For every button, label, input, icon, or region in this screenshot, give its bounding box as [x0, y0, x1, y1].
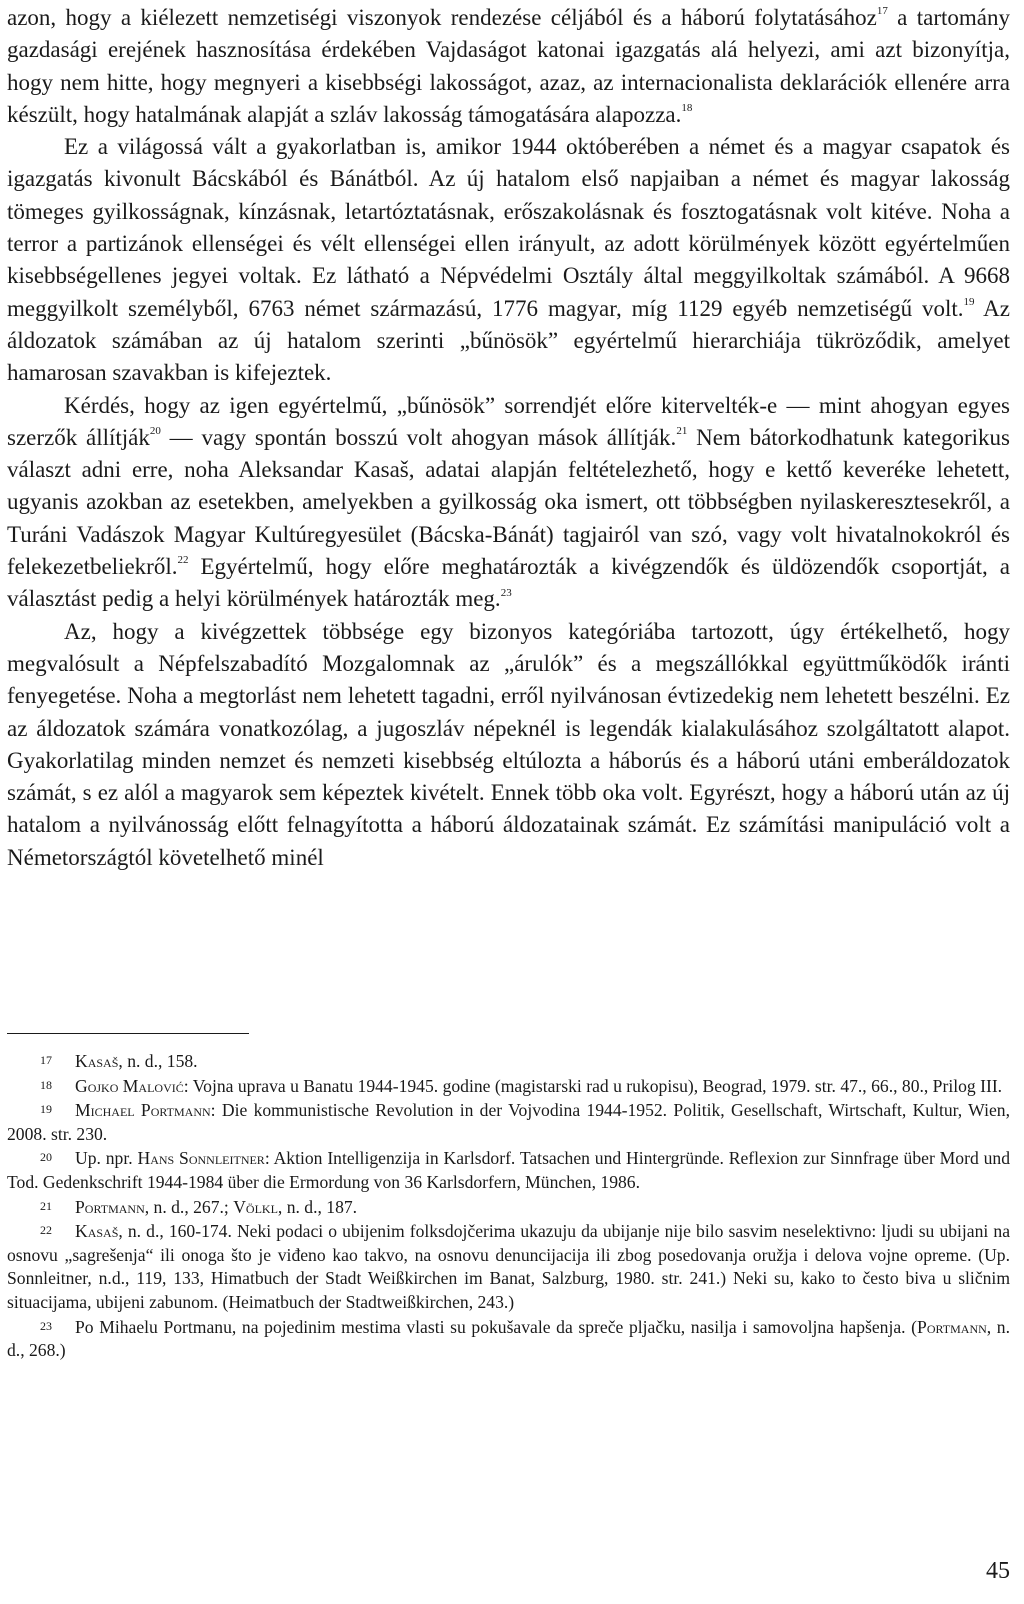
- paragraph-1: [7, 2, 1010, 131]
- footnote-number: 19: [40, 1102, 52, 1117]
- footnote-21: [7, 1195, 1010, 1220]
- text-run: Az, hogy a kivégzettek többsége egy bizonyos kategóriába tartozott, úgy értékelhető, hogy megvalósult a Népfelszabadító Mozgalomnak az „árulók” és a megszállókkal együttműködők iránti fenyegetése. Noha a megtorlást nem lehetett tagadni, erről nyilvánosan évtizedekig nem lehetett beszélni. Ez az áldozatok számára vonatkozólag, a jugoszláv népeknél is legendák kialakulásához szolgáltatott alapot. Gyakorlatilag minden nemzet és nemzeti kisebbség eltúlozta a háborús és a háború utáni emberáldozatok számát, s ez alól a magyarok sem képeztek kivételt. Ennek több oka volt. Egyrészt, hogy a háború után az új hatalom a nyilvánosság előtt felnagyította a háború áldozatainak számát. Ez számítási manipuláció volt a Németországtól követelhető minél: [7, 618, 1010, 870]
- main-text: [7, 2, 1010, 874]
- footnote-text: , n. d., 160-174. Neki podaci o ubijenim folksdojčerima ukazuju da ubijanje nije bilo sasvim neselektivno: ljudi su ubijani na osnovu „sagrešenja“ ili onoga što je viđeno kao takvo, na osnovu denuncijacija ili zbog posedovanja oružja i delova vojne opreme. (Up. Sonnleitner, n.d., 119, 133, Himatbuch der Stadt Weißkirchen im Banat, Salzburg, 1980. str. 241.) Neki su, kako to često biva u sličnim situacijama, ubijeni zabunom. (Heimatbuch der Stadtweißkirchen, 243.): [7, 1221, 1010, 1312]
- paragraph-3: [7, 390, 1010, 616]
- footnote-author: Portmann: [917, 1316, 987, 1337]
- footnote-text: : Aktion Intelligenzija in Karlsdorf. Tatsachen und Hintergründe. Reflexion zur Sinnfrage über Mord und Tod. Gedenkschrift 1944-1984 über die Ermordung von 36 Karlsdorfern, München, 1986.: [7, 1148, 1010, 1192]
- footnote-23: [7, 1315, 1010, 1363]
- footnote-text: , n. d., 267.;: [144, 1196, 234, 1217]
- footnote-text: , n. d., 187.: [277, 1196, 358, 1217]
- footnote-number: 23: [40, 1318, 52, 1333]
- footnote-18: [7, 1074, 1010, 1099]
- footnotes: [7, 1049, 1010, 1363]
- footnote-17: [7, 1049, 1010, 1074]
- footnote-22: [7, 1219, 1010, 1314]
- text-run: azon, hogy a kiélezett nemzetiségi viszonyok rendezése céljából és a háború folytatásához: [7, 5, 877, 30]
- text-run: Nem bátorkodhatunk kategorikus választ adni erre, noha Aleksandar Kasaš, adatai alapján feltételezhető, hogy e kettő keveréke lehetett, ugyanis azokban az esetekben, amelyekben a gyilkosság oka ismert, ott többségben nyilaskeresztesekről, a Turáni Vadászok Magyar Kultúregyesület (Bácska-Bánát) tagjairól van szó, vagy volt hivatalnokokról és felekezetbeliekről.: [7, 424, 1011, 580]
- page-number: 45: [986, 1558, 1010, 1584]
- footnote-number: 17: [40, 1053, 52, 1067]
- footnote-reference[interactable]: 17: [876, 5, 888, 18]
- footnote-text: : Die kommunistische Revolution in der Vojvodina 1944-1952. Politik, Gesellschaft, Wirtschaft, Kultur, Wien, 2008. str. 230.: [7, 1100, 1010, 1144]
- footnote-reference[interactable]: 23: [500, 586, 512, 599]
- footnote-text: Po Mihaelu Portmanu, na pojedinim mestima vlasti su pokušavale da spreče pljačku, nasilja i samovoljna hapšenja. (: [75, 1316, 918, 1337]
- footnote-number: 20: [40, 1150, 52, 1165]
- footnote-19: [7, 1098, 1010, 1146]
- footnote-text: Up. npr.: [75, 1148, 138, 1169]
- footnote-text: , n. d., 268.): [7, 1316, 1011, 1361]
- footnote-20: [7, 1146, 1010, 1194]
- footnote-author: Hans Sonnleitner: [137, 1148, 265, 1169]
- footnote-reference[interactable]: 18: [681, 102, 693, 115]
- footnote-author: Kasaš: [75, 1221, 119, 1242]
- text-run: a tartomány gazdasági erejének hasznosítása érdekében Vajdaságot katonai igazgatás alá helyezi, ami azt bizonyítja, hogy nem hitte, hogy megnyeri a kisebbségi lakosságot, azaz, az internacionalista deklarációk ellenére arra készült, hogy hatalmának alapját a szláv lakosság támogatására alapozza.: [7, 5, 1010, 127]
- footnote-reference[interactable]: 22: [177, 554, 189, 567]
- footnote-author: Gojko Malović: [75, 1075, 184, 1096]
- text-run: Az áldozatok számában az új hatalom szerinti „bűnösök” egyértelmű hierarchiája tükröződik, amelyet hamarosan szavakban is kifejeztek.: [7, 295, 1010, 386]
- footnote-text: , n. d., 158.: [118, 1051, 198, 1071]
- footnote-author: Völkl: [233, 1196, 278, 1217]
- text-run: Egyértelmű, hogy előre meghatározták a kivégzendők és üldözendők csoportját, a választást pedig a helyi körülmények határozták meg.: [7, 554, 1010, 612]
- footnote-author: Kasaš: [75, 1051, 119, 1071]
- footnote-text: : Vojna uprava u Banatu 1944-1945. godine (magistarski rad u rukopisu), Beograd, 1979. str. 47., 66., 80., Prilog III.: [183, 1075, 1003, 1096]
- paragraph-4: [7, 616, 1010, 874]
- text-run: Ez a világossá vált a gyakorlatban is, amikor 1944 októberében a német és a magyar csapatok és igazgatás kivonult Bácskából és Bánátból. Az új hatalom első napjaiban a német és magyar lakosság tömeges gyilkosságnak, kínzásnak, letartóztatásnak, erőszakolásnak és fosztogatásnak volt kitéve. Noha a terror a partizánok ellenségei és vélt ellenségei ellen irányult, az adott körülmények között egyértelműen kisebbségellenes jegyei voltak. Ez látható a Népvédelmi Osztály által meggyilkoltak számából. A 9668 meggyilkolt személyből, 6763 német származású, 1776 magyar, míg 1129 egyéb nemzetiségű volt.: [7, 134, 1010, 321]
- text-run: Kérdés, hogy az igen egyértelmű, „bűnösök” sorrendjét előre kitervelték-e — mint ahogyan egyes szerzők állítják: [7, 392, 1010, 450]
- footnote-reference[interactable]: 19: [963, 296, 975, 309]
- footnote-number: 18: [40, 1077, 52, 1092]
- footnote-reference[interactable]: 20: [149, 425, 161, 438]
- footnote-number: 22: [40, 1223, 52, 1238]
- footnote-reference[interactable]: 21: [676, 425, 688, 438]
- footnote-number: 21: [40, 1198, 52, 1213]
- paragraph-2: [7, 131, 1010, 389]
- footnote-separator: [7, 1033, 249, 1034]
- text-run: — vagy spontán bosszú volt ahogyan mások állítják.: [160, 424, 677, 450]
- footnote-author: Portmann: [75, 1196, 145, 1217]
- footnote-author: Michael Portmann: [75, 1100, 211, 1121]
